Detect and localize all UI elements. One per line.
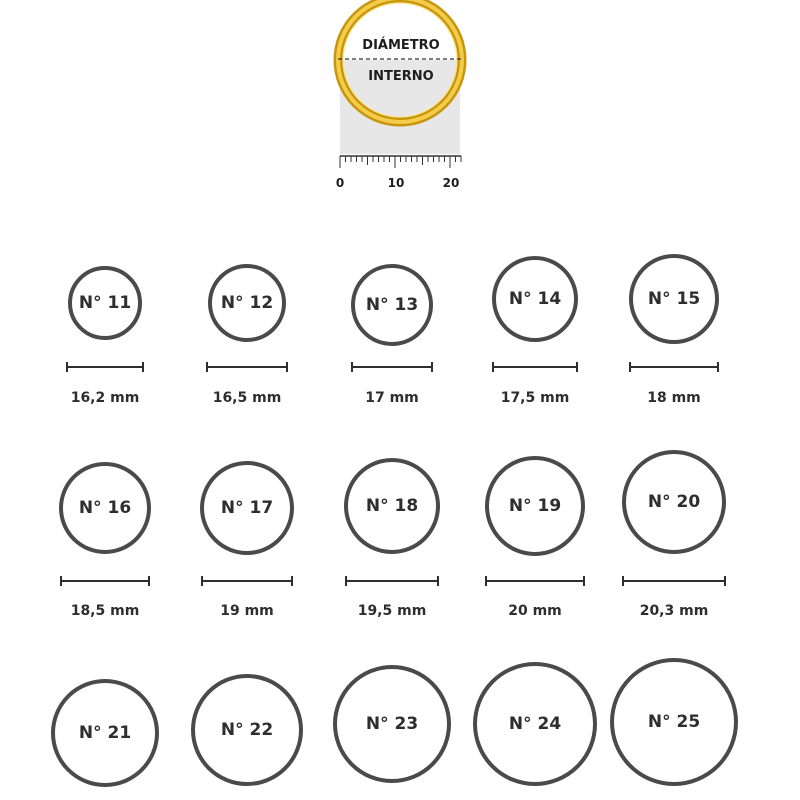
diameter-measure-text: 17 mm: [365, 390, 419, 406]
ring-size-circle: [492, 256, 578, 342]
ring-size-circle: [51, 679, 159, 787]
ring-size-circle: [473, 662, 597, 786]
diameter-measure-text: 19 mm: [220, 603, 274, 619]
ring-size-circle: [200, 461, 294, 555]
ring-size-circle: [191, 674, 303, 786]
ring-size-circle: [622, 450, 726, 554]
diameter-measure-line: [66, 366, 144, 368]
diameter-measure-line: [201, 580, 293, 582]
diameter-measure-line: [60, 580, 150, 582]
ring-size-circle: [68, 266, 142, 340]
ruler-tick-label: 20: [442, 176, 460, 190]
diameter-measure-text: 18,5 mm: [70, 603, 140, 619]
diameter-measure-line: [485, 580, 585, 582]
diameter-measure-line: [629, 366, 719, 368]
diameter-measure-text: 17,5 mm: [500, 390, 570, 406]
diameter-measure-text: 19,5 mm: [357, 603, 427, 619]
ring-size-label: N° 11: [78, 293, 132, 313]
ring-size-label: N° 20: [647, 492, 701, 512]
diameter-measure-text: 16,5 mm: [212, 390, 282, 406]
ring-size-label: N° 25: [647, 712, 701, 732]
ring-size-label: N° 17: [220, 498, 274, 518]
ring-size-label: N° 12: [220, 293, 274, 313]
ring-size-label: N° 24: [508, 714, 562, 734]
ring-size-circle: [333, 665, 451, 783]
ring-size-label: N° 22: [220, 720, 274, 740]
ring-size-label: N° 14: [508, 289, 562, 309]
diameter-measure-line: [206, 366, 288, 368]
ring-size-circle: [610, 658, 738, 786]
ring-size-label: N° 18: [365, 496, 419, 516]
diameter-measure-text: 20,3 mm: [639, 603, 709, 619]
diameter-measure-text: 20 mm: [508, 603, 562, 619]
ring-size-circle: [351, 264, 433, 346]
diameter-measure-line: [345, 580, 439, 582]
ring-size-label: N° 16: [78, 498, 132, 518]
ring-size-label: N° 13: [365, 295, 419, 315]
ruler-tick-label: 10: [387, 176, 405, 190]
diameter-measure-text: 18 mm: [647, 390, 701, 406]
ring-size-circle: [629, 254, 719, 344]
ring-size-label: N° 15: [647, 289, 701, 309]
ring-size-label: N° 21: [78, 723, 132, 743]
ruler-tick-label: 0: [335, 176, 345, 190]
diameter-label-bottom: INTERNO: [368, 69, 434, 84]
diameter-measure-line: [492, 366, 578, 368]
diameter-measure-line: [351, 366, 433, 368]
ring-size-circle: [485, 456, 585, 556]
ring-size-label: N° 23: [365, 714, 419, 734]
diameter-measure-line: [622, 580, 726, 582]
ring-size-circle: [344, 458, 440, 554]
ring-size-circle: [59, 462, 151, 554]
ring-size-label: N° 19: [508, 496, 562, 516]
diameter-label-top: DIÁMETRO: [362, 38, 440, 53]
diameter-measure-text: 16,2 mm: [70, 390, 140, 406]
ring-size-circle: [208, 264, 286, 342]
